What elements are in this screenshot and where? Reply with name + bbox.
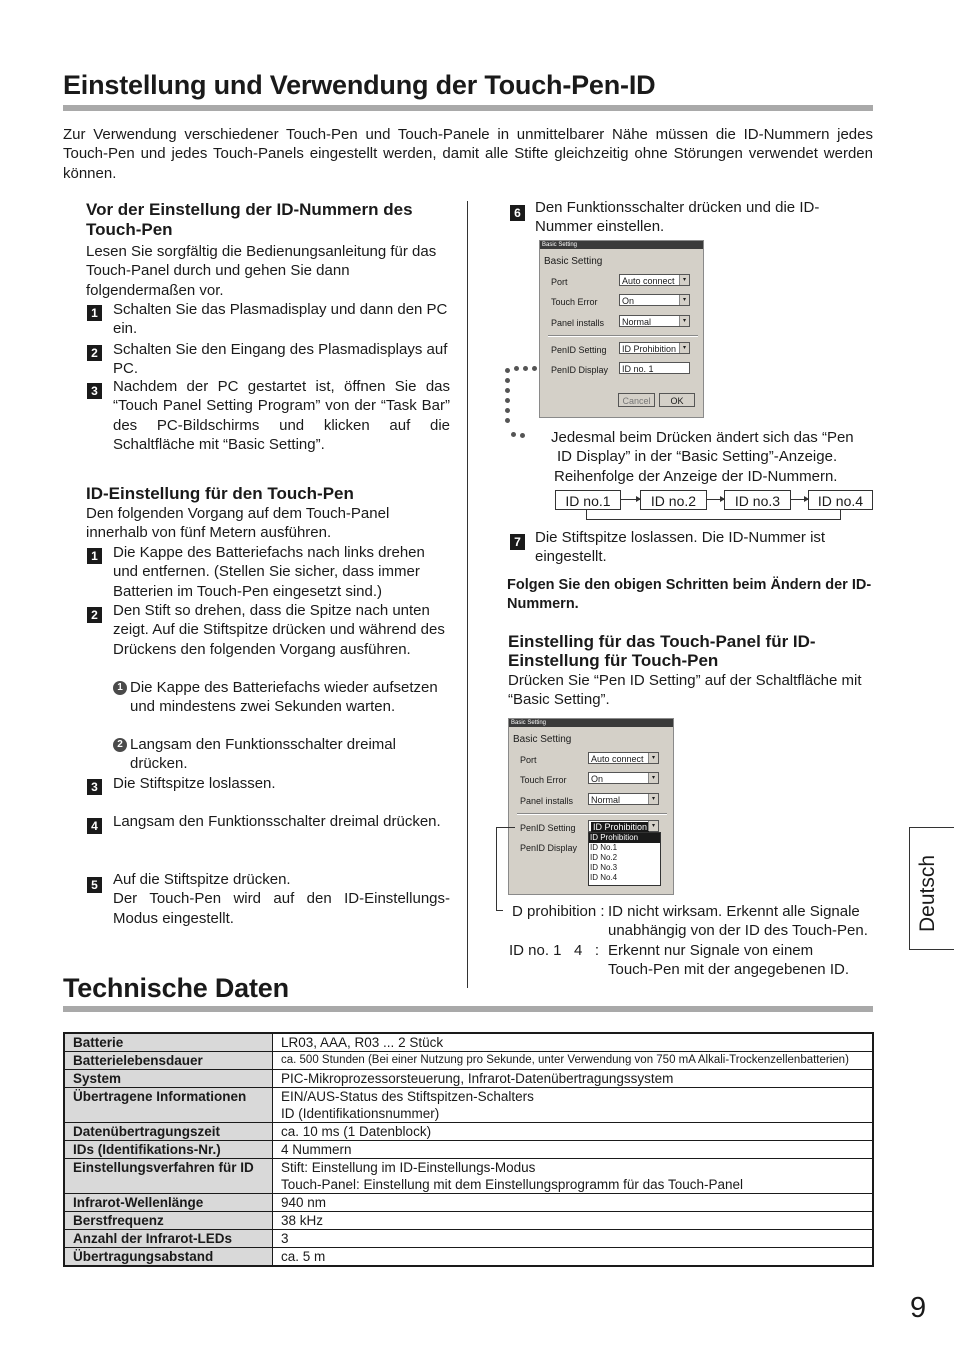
spec-key: Batterie [64,1033,273,1052]
spec-row [64,1248,873,1267]
spec-value-line: ca. 5 m [281,1249,326,1264]
note-line: Jedesmal beim Drücken ändert sich das “Pen [551,429,854,446]
spec-value-line: ca. 500 Stunden (Bei einer Nutzung pro Sekunde, unter Verwendung von 750 mA Alkali-Trockenzellenbatterien) [281,1054,849,1066]
spec-row [64,1212,873,1230]
section-text-id-setting: Den folgenden Vorgang auf dem Touch-Panel innerhalb von fünf Metern ausführen. [86,505,390,542]
title-rule [63,105,873,111]
step-number: 6 [510,205,525,221]
substep-text: Die Kappe des Batteriefachs wieder aufsetzen und mindestens zwei Sekunden warten. [130,679,438,716]
section-text-touch-panel: Drücken Sie “Pen ID Setting” auf der Schaltfläche mit “Basic Setting”. [508,672,862,709]
step-text [113,870,450,928]
step-text-line: Der Touch-Pen wird auf den ID-Einstellungs-Modus eingestellt. [113,890,450,927]
section-text-before-id: Lesen Sie sorgfältig die Bedienungsanleitung für das Touch-Panel durch und gehen Sie dann folgendermaßen vor. [86,243,437,299]
step-text: Den Stift so drehen, dass die Spitze nach unten zeigt. Auf die Stiftspitze drücken und während des Drückens den folgenden Vorgang ausführen. [113,602,445,658]
step-number: 3 [87,383,102,399]
spec-value-line: 940 nm [281,1195,327,1210]
spec-key: Berstfrequenz [64,1212,273,1230]
penid-setting-select[interactable] [588,820,659,832]
dropdown-arrow-icon: ▾ [648,821,658,831]
spec-value [273,1088,874,1123]
note-line: ID Display” in der “Basic Setting”-Anzeige. [557,448,838,466]
touch-error-label: Touch Error [551,297,598,307]
step-number: 3 [87,779,102,795]
dropdown-arrow-icon: ▾ [648,794,658,804]
spec-value [273,1123,874,1141]
spec-row [64,1230,873,1248]
spec-key: IDs (Identifikations-Nr.) [64,1141,273,1159]
spec-value-line: LR03, AAA, R03 ... 2 Stück [281,1035,444,1050]
id-sequence-item: ID no.2 [640,490,707,510]
arrow-right-icon [621,499,640,500]
return-line [840,510,841,520]
touch-error-label: Touch Error [520,775,567,785]
penid-setting-value: ID Prohibition [622,344,677,354]
port-value: Auto connect [622,276,675,286]
panel-installs-value: Normal [622,317,652,327]
dialog-heading: Basic Setting [513,734,572,745]
dropdown-arrow-icon: ▾ [648,753,658,763]
port-select[interactable] [619,274,690,286]
penid-display-field[interactable]: ID no. 1 [619,362,690,374]
spec-value [273,1230,874,1248]
legend-key: D prohibition : [512,903,605,920]
substep-number: 2 [113,738,127,752]
legend-key: ID no. 1 4 : [509,942,600,959]
dropdown-arrow-icon: ▾ [679,295,689,305]
step-number: 2 [87,345,102,361]
section-heading-touch-panel: Einstelling für das Touch-Panel für ID-Einstellung für Touch-Pen [508,632,816,670]
spec-row [64,1159,873,1194]
spec-value-line: EIN/AUS-Status des Stiftspitzen-Schalters [281,1089,534,1104]
return-line [586,519,841,520]
tech-rule [63,1006,873,1012]
separator [548,335,698,337]
basic-setting-dialog [539,240,704,418]
spec-value-line: Touch-Panel: Einstellung mit dem Einstellungsprogramm für das Touch-Panel [281,1177,743,1192]
language-tab-label: Deutsch [916,854,939,932]
bracket-line [496,827,497,911]
dropdown-arrow-icon: ▾ [648,773,658,783]
spec-value [273,1033,874,1052]
penid-setting-select[interactable] [619,342,690,354]
spec-key: System [64,1070,273,1088]
spec-key: Infrarot-Wellenlänge [64,1194,273,1212]
panel-installs-value: Normal [591,795,621,805]
spec-value-line: 4 Nummern [281,1142,352,1157]
step-text: Die Stiftspitze loslassen. [113,775,276,792]
panel-installs-select[interactable] [588,793,659,805]
spec-key: Anzahl der Infrarot-LEDs [64,1230,273,1248]
spec-row [64,1070,873,1088]
spec-value-line: PIC-Mikroprozessorsteuerung, Infrarot-Datenübertragungssystem [281,1071,674,1086]
dropdown-option[interactable]: ID No.2 [590,853,618,862]
substep [113,678,453,717]
intro-text: Zur Verwendung verschiedener Touch-Pen und Touch-Panele in unmittelbarer Nähe müssen die ID-Nummern jedes Touch-Pen und jedes Touch-Panels eingestellt werden, damit alle Stifte gleichzeitig ohne Störungen verwendet werden können. [63,126,873,182]
id-note [551,428,881,486]
spec-value [273,1070,874,1088]
id-sequence-item: ID no.3 [724,490,791,510]
dialog-heading: Basic Setting [544,256,603,267]
penid-dropdown-list[interactable] [588,832,661,886]
spec-key: Batterielebensdauer [64,1052,273,1070]
spec-value [273,1212,874,1230]
step-text: Die Kappe des Batteriefachs nach links drehen und entfernen. (Stellen Sie sicher, dass immer Batterien im Touch-Pen eingesetzt sind.) [113,544,425,600]
dropdown-arrow-icon: ▾ [679,343,689,353]
panel-installs-label: Panel installs [520,796,574,806]
step-text: Schalten Sie das Plasmadisplay und dann den PC ein. [113,301,448,338]
column-divider [467,201,468,988]
spec-row [64,1033,873,1052]
port-label: Port [520,755,537,765]
dropdown-option[interactable]: ID No.4 [590,873,618,882]
port-value: Auto connect [591,754,644,764]
legend-line: Erkennt nur Signale von einem [608,942,814,959]
dialog-titlebar: Basic Setting [509,719,673,727]
legend-line: Touch-Pen mit der angegebenen ID. [608,961,849,979]
step-text: Schalten Sie den Eingang des Plasmadisplays auf PC. [113,341,448,378]
substep-number: 1 [113,681,127,695]
dropdown-option[interactable]: ID No.1 [590,843,618,852]
substep [113,735,453,774]
page-number: 9 [910,1292,927,1324]
spec-value [273,1141,874,1159]
ok-button[interactable]: OK [659,393,695,407]
spec-value [273,1159,874,1194]
step-text-line: Auf die Stiftspitze drücken. [113,871,291,888]
panel-installs-label: Panel installs [551,318,605,328]
step-number: 1 [87,548,102,564]
spec-key: Datenübertragungszeit [64,1123,273,1141]
dropdown-arrow-icon: ▾ [679,275,689,285]
step-number: 5 [87,877,102,893]
spec-value [273,1248,874,1267]
step-number: 2 [87,607,102,623]
note-line: Reihenfolge der Anzeige der ID-Nummern. [554,467,838,485]
bracket-line [496,827,515,828]
step-number: 7 [510,534,525,550]
spec-table [63,1032,874,1267]
arrow-right-icon [707,499,724,500]
penid-display-label: PenID Display [551,365,609,375]
cancel-button[interactable]: Cancel [618,393,655,407]
spec-value-line: ca. 10 ms (1 Datenblock) [281,1124,432,1139]
spec-value-line: Stift: Einstellung im ID-Einstellungs-Modus [281,1160,536,1175]
spec-key: Einstellungsverfahren für ID [64,1159,273,1194]
touch-error-select[interactable] [588,772,659,784]
legend-line: unabhängig von der ID des Touch-Pen. [608,922,868,940]
arrow-right-icon [791,499,808,500]
penid-display-label: PenID Display [520,843,578,853]
legend-value [608,902,883,941]
penid-setting-label: PenID Setting [551,345,607,355]
penid-setting-value: ID Prohibition [593,822,648,832]
section-heading-id-setting: ID-Einstellung für den Touch-Pen [86,484,354,503]
spec-row [64,1123,873,1141]
spec-row [64,1052,873,1070]
legend-line: ID nicht wirksam. Erkennt alle Signale [608,903,860,920]
section-heading-before-id: Vor der Einstellung der ID-Nummern des Touch-Pen [86,200,413,239]
dropdown-arrow-icon: ▾ [679,316,689,326]
touch-error-select[interactable] [619,294,690,306]
language-tab [909,827,954,950]
spec-value [273,1194,874,1212]
spec-value-line: 38 kHz [281,1213,324,1228]
dropdown-option[interactable]: ID No.3 [590,863,618,872]
spec-row [64,1194,873,1212]
spec-value-line: 3 [281,1231,289,1246]
step-number: 4 [87,818,102,834]
legend-value [608,941,883,980]
dialog-titlebar: Basic Setting [540,241,703,249]
step-text: Den Funktionsschalter drücken und die ID-Nummer einstellen. [535,199,820,236]
id-sequence-item: ID no.1 [555,490,621,510]
bracket-line [496,910,503,911]
panel-installs-select[interactable] [619,315,690,327]
id-sequence-item: ID no.4 [808,490,873,510]
touch-error-value: On [622,296,635,306]
spec-value [273,1052,874,1070]
substep-text: Langsam den Funktionsschalter dreimal drücken. [130,736,396,773]
step-text: Die Stiftspitze loslassen. Die ID-Nummer ist eingestellt. [535,529,826,566]
page-title: Einstellung und Verwendung der Touch-Pen-ID [63,70,656,100]
port-select[interactable] [588,752,659,764]
penid-setting-label: PenID Setting [520,823,576,833]
spec-row [64,1141,873,1159]
step-number: 1 [87,305,102,321]
step-text: Langsam den Funktionsschalter dreimal drücken. [113,813,441,830]
step-text: Nachdem der PC gestartet ist, öffnen Sie das “Touch Panel Setting Program” von der “Task Bar” des PC-Bildschirms und klicken auf die Schaltfläche mit “Basic Setting”. [113,378,450,453]
port-label: Port [551,277,568,287]
spec-key: Übertragene Informationen [64,1088,273,1123]
touch-error-value: On [591,774,604,784]
spec-row [64,1088,873,1123]
dropdown-option-selected[interactable]: ID Prohibition [589,833,660,843]
separator [517,813,667,815]
follow-note: Folgen Sie den obigen Schritten beim Ändern der ID-Nummern. [507,577,872,612]
basic-setting-dialog-2 [508,718,674,895]
spec-key: Übertragungsabstand [64,1248,273,1267]
spec-value-line: ID (Identifikationsnummer) [281,1106,440,1121]
tech-title: Technische Daten [63,973,289,1003]
